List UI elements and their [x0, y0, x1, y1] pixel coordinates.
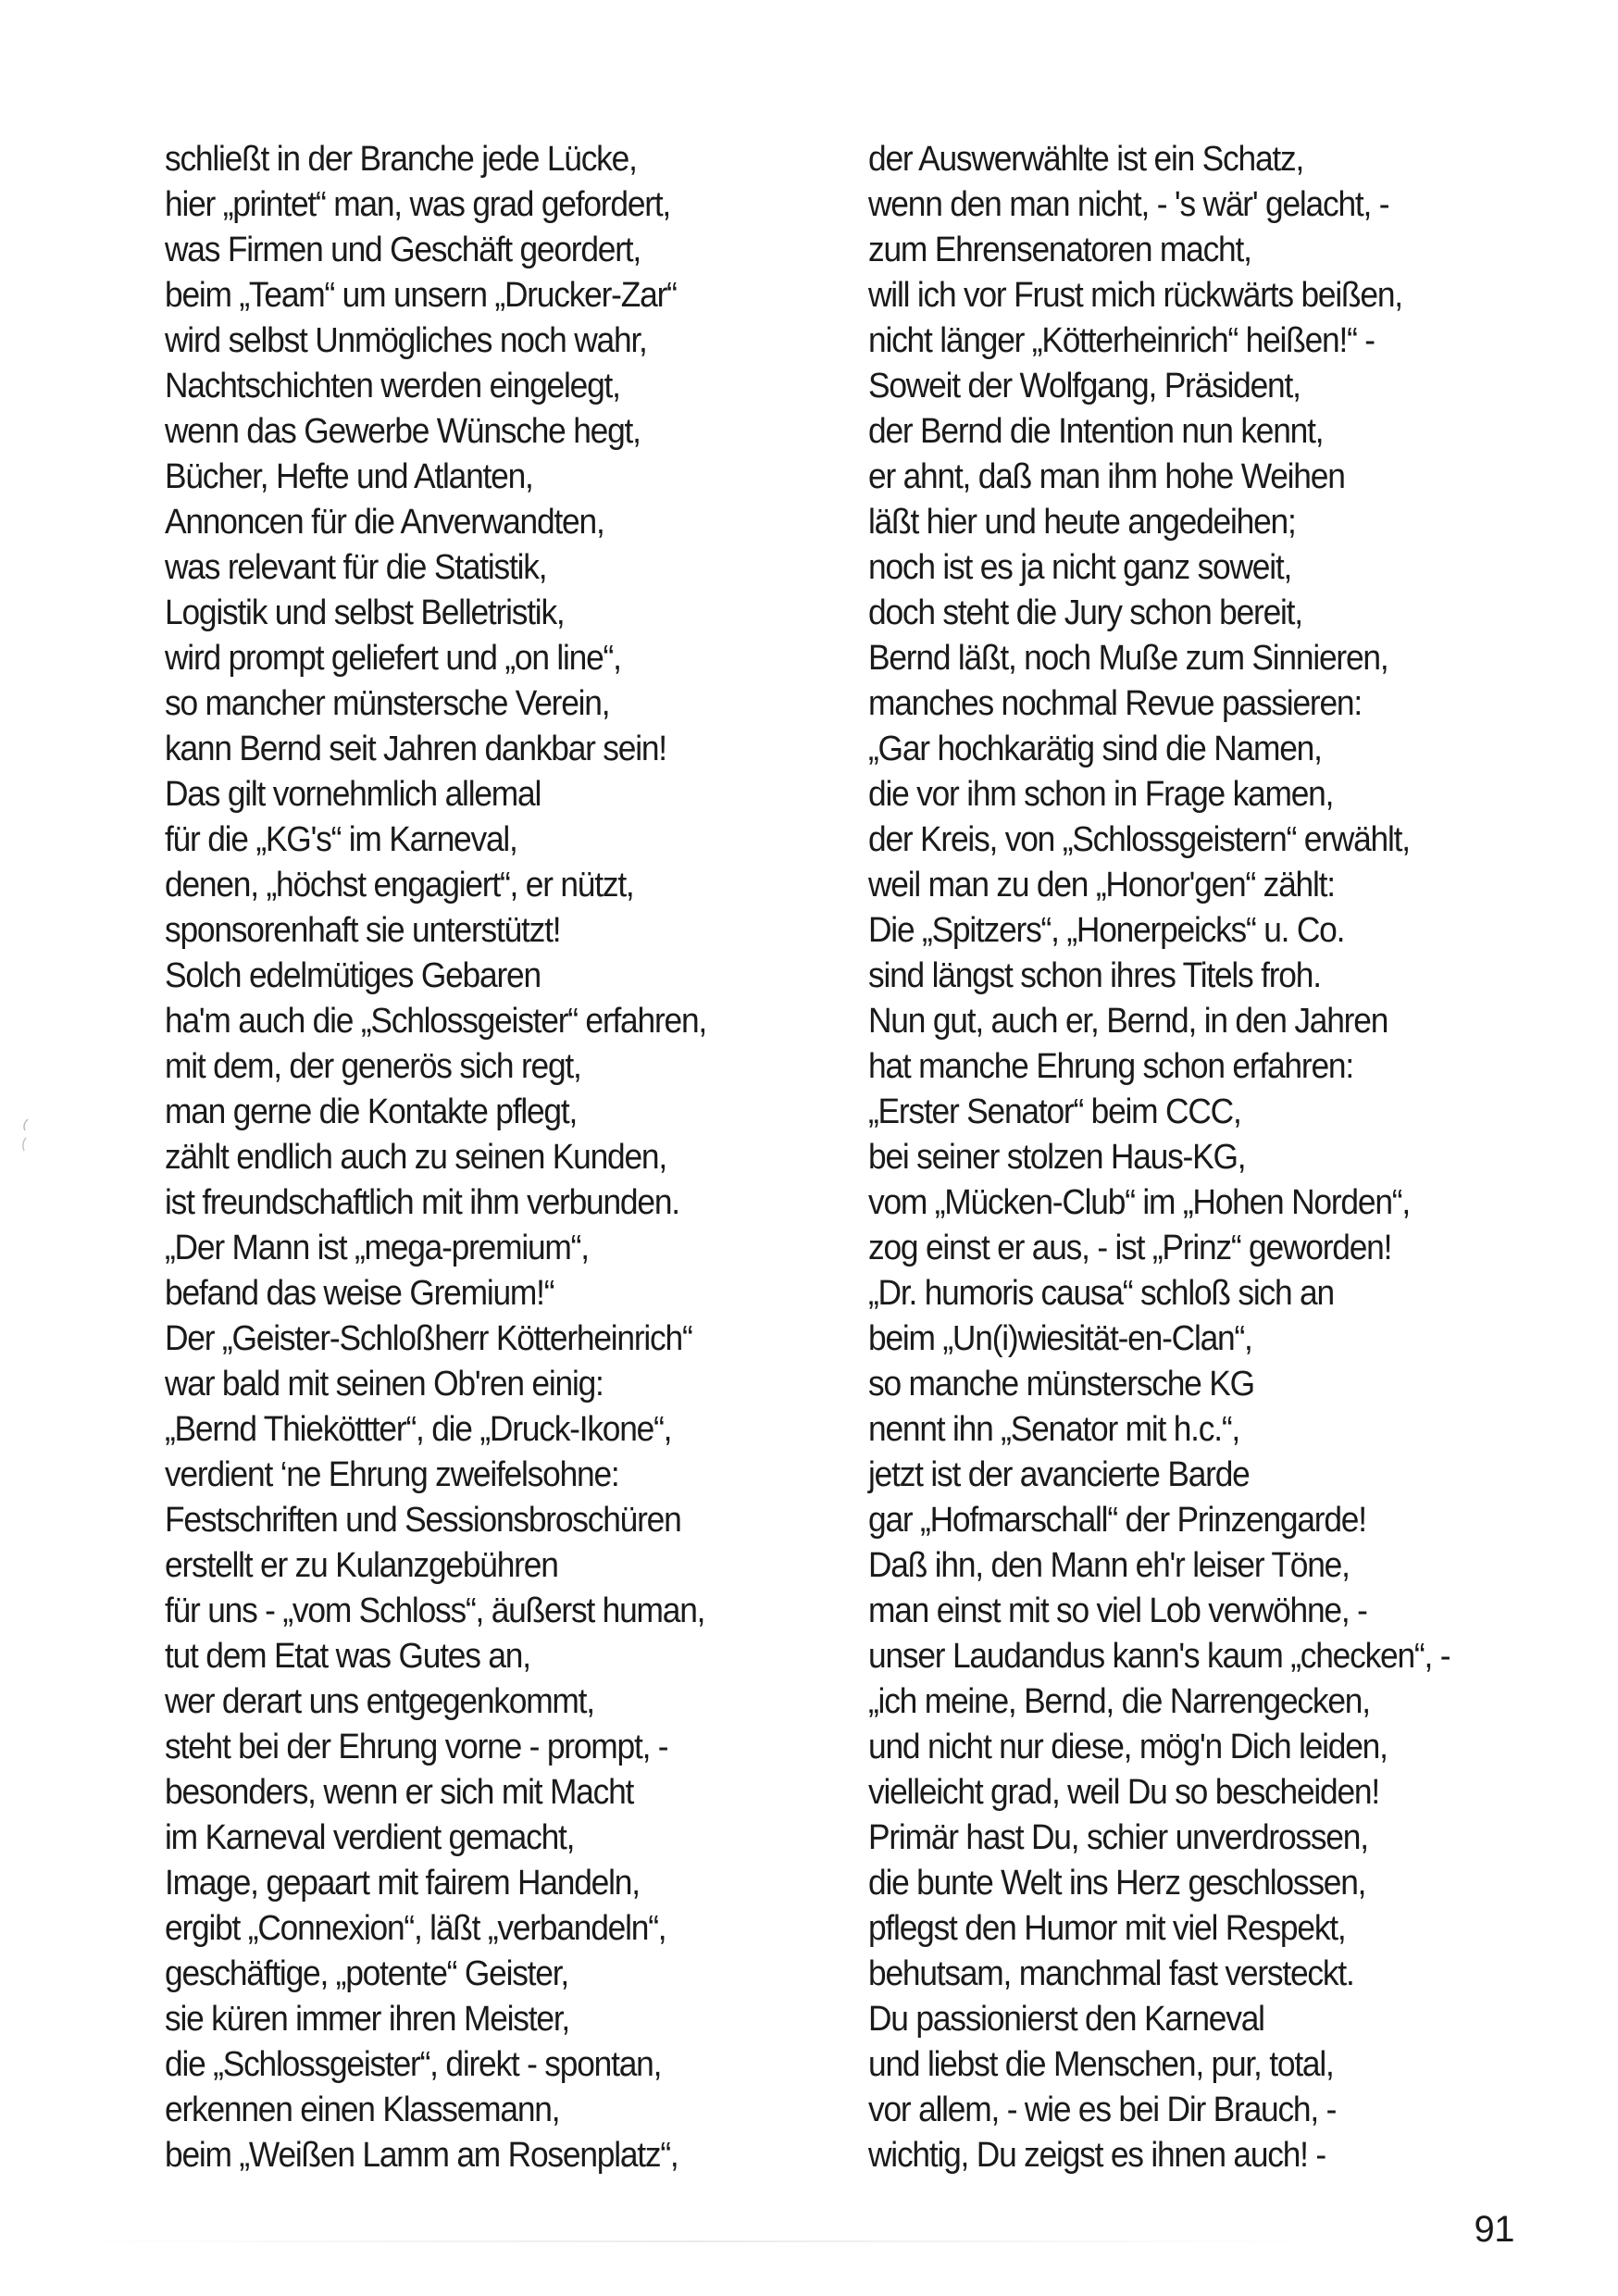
- verse-line: geschäftige, „potente“ Geister,: [165, 1954, 568, 1993]
- poem-column-right: [868, 137, 1450, 2178]
- verse-line: sie küren immer ihren Meister,: [165, 2000, 570, 2039]
- verse-line: wichtig, Du zeigst es ihnen auch! -: [868, 2136, 1326, 2175]
- verse-line: Primär hast Du, schier unverdrossen,: [868, 1818, 1368, 1857]
- verse-line: vom „Mücken-Club“ im „Hohen Norden“,: [868, 1183, 1410, 1222]
- verse-line: erkennen einen Klassemann,: [165, 2090, 560, 2129]
- verse-line: Soweit der Wolfgang, Präsident,: [868, 367, 1301, 406]
- verse-line: besonders, wenn er sich mit Macht: [165, 1773, 634, 1812]
- verse-line: Das gilt vornehmlich allemal: [165, 775, 541, 814]
- verse-line: weil man zu den „Honor'gen“ zählt:: [868, 866, 1335, 905]
- verse-line: sind längst schon ihres Titels froh.: [868, 956, 1321, 995]
- verse-line: der Bernd die Intention nun kennt,: [868, 412, 1324, 451]
- verse-line: Annoncen für die Anverwandten,: [165, 503, 604, 542]
- verse-line: der Kreis, von „Schlossgeistern“ erwählt,: [868, 820, 1410, 859]
- verse-line: ha'm auch die „Schlossgeister“ erfahren,: [165, 1002, 707, 1041]
- verse-line: erstellt er zu Kulanzgebühren: [165, 1546, 558, 1585]
- verse-line: Solch edelmütiges Gebaren: [165, 956, 541, 995]
- verse-line: zum Ehrensenatoren macht,: [868, 231, 1251, 269]
- verse-line: zog einst er aus, - ist „Prinz“ geworden!: [868, 1229, 1392, 1267]
- verse-line: Nun gut, auch er, Bernd, in den Jahren: [868, 1002, 1388, 1041]
- verse-line: nicht länger „Kötterheinrich“ heißen!“ -: [868, 321, 1375, 360]
- verse-line: ergibt „Connexion“, läßt „verbandeln“,: [165, 1909, 666, 1948]
- verse-line: die bunte Welt ins Herz geschlossen,: [868, 1864, 1366, 1903]
- verse-line: schließt in der Branche jede Lücke,: [165, 140, 637, 179]
- verse-line: war bald mit seinen Ob'ren einig:: [165, 1365, 604, 1404]
- verse-line: für die „KG's“ im Karneval,: [165, 820, 517, 859]
- verse-line: vor allem, - wie es bei Dir Brauch, -: [868, 2090, 1337, 2129]
- verse-line: beim „Team“ um unsern „Drucker-Zar“: [165, 276, 677, 315]
- verse-line: was Firmen und Geschäft geordert,: [165, 231, 641, 269]
- verse-line: Bernd läßt, noch Muße zum Sinnieren,: [868, 639, 1388, 678]
- verse-line: vielleicht grad, weil Du so bescheiden!: [868, 1773, 1379, 1812]
- verse-line: wenn den man nicht, - 's wär' gelacht, -: [868, 185, 1389, 224]
- verse-line: wenn das Gewerbe Wünsche hegt,: [165, 412, 641, 451]
- verse-line: mit dem, der generös sich regt,: [165, 1047, 581, 1086]
- verse-line: will ich vor Frust mich rückwärts beißen,: [868, 276, 1402, 315]
- verse-line: die vor ihm schon in Frage kamen,: [868, 775, 1334, 814]
- verse-line: jetzt ist der avancierte Barde: [868, 1455, 1250, 1494]
- verse-line: beim „Un(i)wiesität-en-Clan“,: [868, 1319, 1252, 1358]
- verse-line: Festschriften und Sessionsbroschüren: [165, 1501, 681, 1540]
- verse-line: und liebst die Menschen, pur, total,: [868, 2045, 1334, 2084]
- verse-line: pflegst den Humor mit viel Respekt,: [868, 1909, 1346, 1948]
- verse-line: „Bernd Thieköttter“, die „Druck-Ikone“,: [165, 1410, 672, 1449]
- verse-line: man einst mit so viel Lob verwöhne, -: [868, 1591, 1367, 1630]
- verse-line: Nachtschichten werden eingelegt,: [165, 367, 620, 406]
- verse-line: ist freundschaftlich mit ihm verbunden.: [165, 1183, 679, 1222]
- verse-line: Die „Spitzers“, „Honerpeicks“ u. Co.: [868, 911, 1345, 950]
- verse-line: sponsorenhaft sie unterstützt!: [165, 911, 561, 950]
- verse-line: der Auswerwählte ist ein Schatz,: [868, 140, 1304, 179]
- verse-line: im Karneval verdient gemacht,: [165, 1818, 575, 1857]
- verse-line: unser Laudandus kann's kaum „checken“, -: [868, 1637, 1450, 1676]
- verse-line: „Der Mann ist „mega-premium“,: [165, 1229, 589, 1267]
- verse-line: „Dr. humoris causa“ schloß sich an: [868, 1274, 1334, 1313]
- verse-line: manches nochmal Revue passieren:: [868, 684, 1362, 723]
- verse-line: nennt ihn „Senator mit h.c.“,: [868, 1410, 1240, 1449]
- verse-line: wird selbst Unmögliches noch wahr,: [165, 321, 647, 360]
- verse-line: Du passionierst den Karneval: [868, 2000, 1264, 2039]
- verse-line: hat manche Ehrung schon erfahren:: [868, 1047, 1353, 1086]
- verse-line: denen, „höchst engagiert“, er nützt,: [165, 866, 634, 905]
- verse-line: doch steht die Jury schon bereit,: [868, 593, 1302, 632]
- verse-line: Daß ihn, den Mann eh'r leiser Töne,: [868, 1546, 1350, 1585]
- verse-line: „ich meine, Bernd, die Narrengecken,: [868, 1682, 1370, 1721]
- verse-line: tut dem Etat was Gutes an,: [165, 1637, 530, 1676]
- verse-line: gar „Hofmarschall“ der Prinzengarde!: [868, 1501, 1366, 1540]
- verse-line: die „Schlossgeister“, direkt - spontan,: [165, 2045, 662, 2084]
- verse-line: steht bei der Ehrung vorne - prompt, -: [165, 1728, 668, 1766]
- verse-line: Der „Geister-Schloßherr Kötterheinrich“: [165, 1319, 692, 1358]
- page-number: 91: [1474, 2209, 1514, 2250]
- verse-line: so manche münstersche KG: [868, 1365, 1254, 1404]
- verse-line: verdient ‘ne Ehrung zweifelsohne:: [165, 1455, 619, 1494]
- verse-line: kann Bernd seit Jahren dankbar sein!: [165, 730, 666, 768]
- verse-line: beim „Weißen Lamm am Rosenplatz“,: [165, 2136, 678, 2175]
- verse-line: Logistik und selbst Belletristik,: [165, 593, 565, 632]
- verse-line: zählt endlich auch zu seinen Kunden,: [165, 1138, 666, 1177]
- verse-line: so mancher münstersche Verein,: [165, 684, 610, 723]
- verse-line: Bücher, Hefte und Atlanten,: [165, 457, 533, 496]
- verse-line: „Gar hochkarätig sind die Namen,: [868, 730, 1322, 768]
- verse-line: Image, gepaart mit fairem Handeln,: [165, 1864, 640, 1903]
- verse-line: wer derart uns entgegenkommt,: [165, 1682, 594, 1721]
- verse-line: „Erster Senator“ beim CCC,: [868, 1092, 1241, 1131]
- verse-line: läßt hier und heute angedeihen;: [868, 503, 1296, 542]
- verse-line: behutsam, manchmal fast versteckt.: [868, 1954, 1354, 1993]
- page-edge-shadow: [56, 2240, 1333, 2242]
- scan-artifact-mark: [17, 1116, 35, 1158]
- verse-line: er ahnt, daß man ihm hohe Weihen: [868, 457, 1345, 496]
- verse-line: und nicht nur diese, mög'n Dich leiden,: [868, 1728, 1388, 1766]
- verse-line: wird prompt geliefert und „on line“,: [165, 639, 621, 678]
- verse-line: was relevant für die Statistik,: [165, 548, 547, 587]
- verse-line: bei seiner stolzen Haus-KG,: [868, 1138, 1246, 1177]
- verse-line: man gerne die Kontakte pflegt,: [165, 1092, 578, 1131]
- verse-line: noch ist es ja nicht ganz soweit,: [868, 548, 1292, 587]
- verse-line: hier „printet“ man, was grad gefordert,: [165, 185, 671, 224]
- poem-column-left: [165, 137, 706, 2178]
- verse-line: befand das weise Gremium!“: [165, 1274, 554, 1313]
- verse-line: für uns - „vom Schloss“, äußerst human,: [165, 1591, 705, 1630]
